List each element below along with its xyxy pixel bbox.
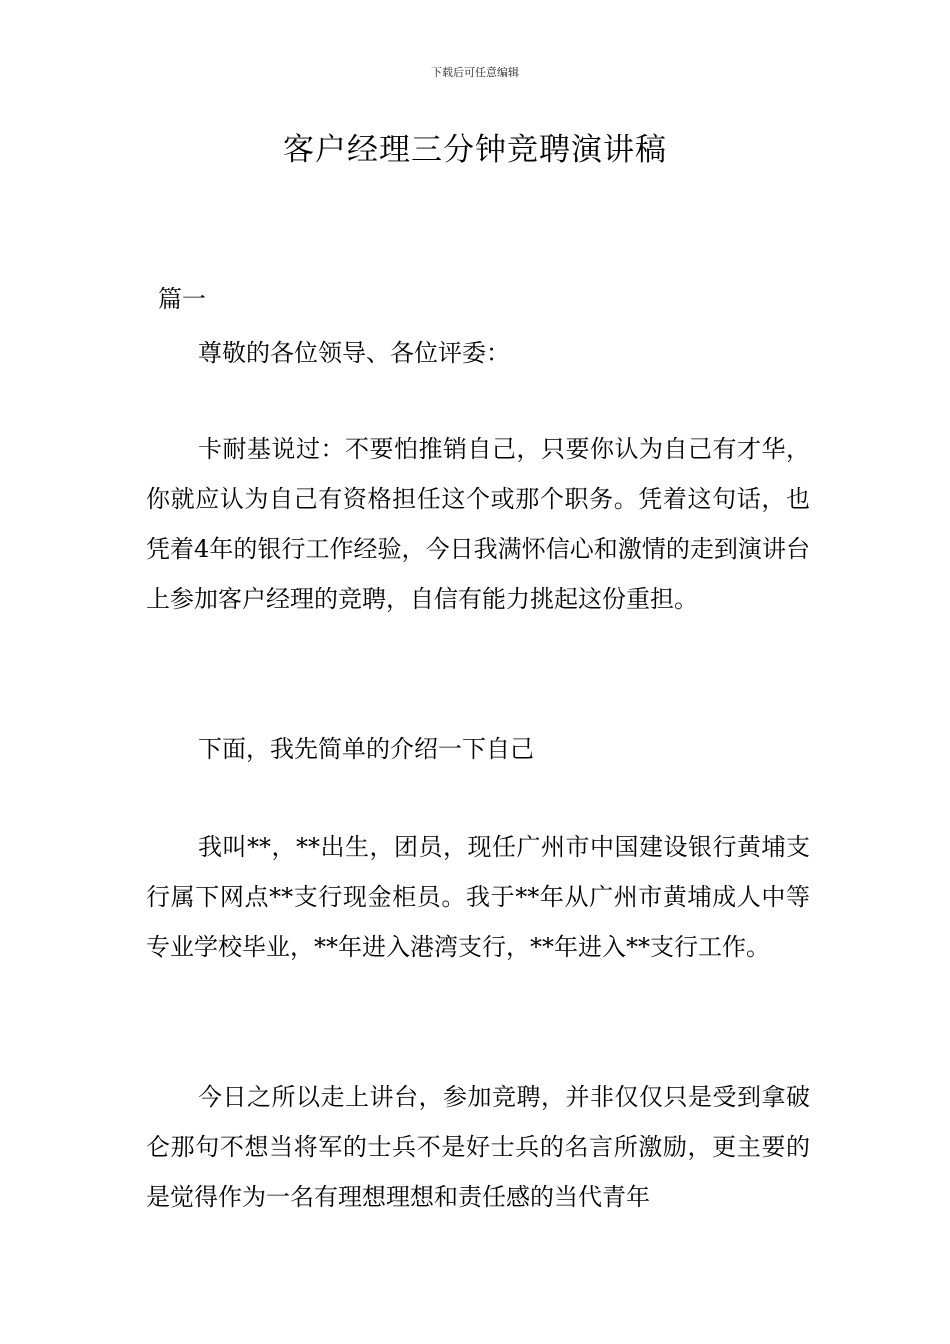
section-label: 篇一 (158, 285, 206, 313)
body-paragraph-3: 我叫**，**出生，团员，现任广州市中国建设银行黄埔支行属下网点**支行现金柜员。我于**年从广州市黄埔成人中等专业学校毕业，**年进入港湾支行，**年进入**支行工作。 (146, 833, 810, 961)
body-paragraph-2: 下面，我先简单的介绍一下自己 (198, 735, 534, 763)
document-title: 客户经理三分钟竞聘演讲稿 (283, 132, 667, 168)
header-note: 下载后可任意编辑 (431, 66, 519, 79)
body-paragraph-4: 今日之所以走上讲台，参加竞聘，并非仅仅只是受到拿破仑那句不想当将军的士兵不是好士兵的名言所激励，更主要的是觉得作为一名有理想理想和责任感的当代青年 (146, 1083, 810, 1211)
salutation-paragraph: 尊敬的各位领导、各位评委： (198, 339, 510, 367)
body-paragraph-1: 卡耐基说过：不要怕推销自己，只要你认为自己有才华，你就应认为自己有资格担任这个或那个职务。凭着这句话，也凭着4年的银行工作经验，今日我满怀信心和激情的走到演讲台上参加客户经理的竞聘，自信有能力挑起这份重担。 (146, 435, 810, 613)
